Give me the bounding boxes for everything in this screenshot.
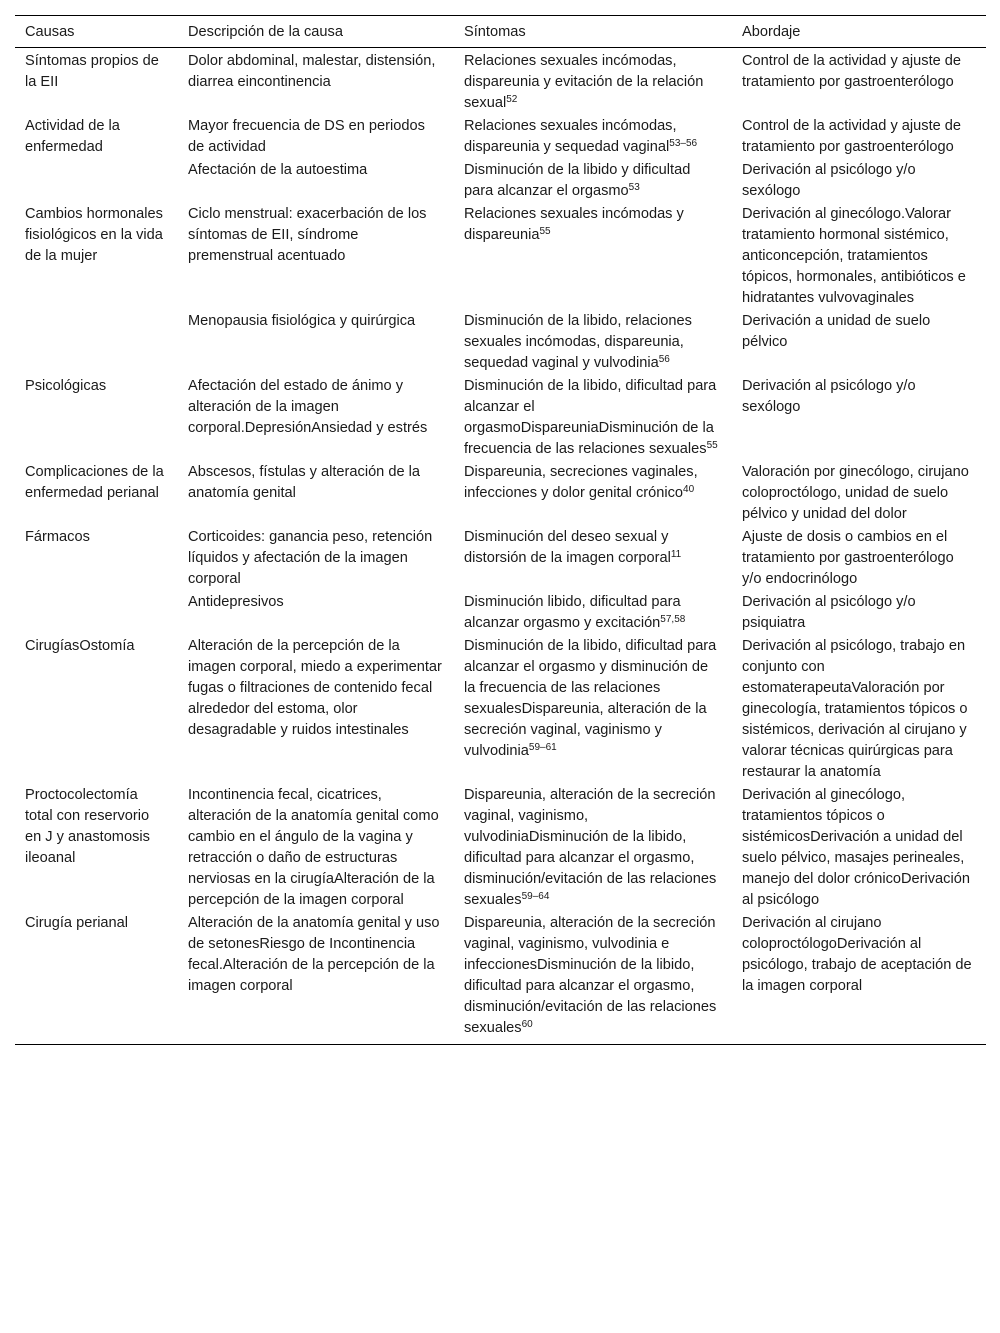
table-row [15, 526, 986, 591]
symptoms-cell-text: Disminución libido, dificultad para alcanzar orgasmo y excitación [464, 594, 681, 631]
description-cell-text: Antidepresivos [188, 594, 284, 610]
cause-cell-text: Cambios hormonales fisiológicos en la vida de la mujer [25, 206, 163, 264]
approach-cell [732, 912, 986, 1045]
description-cell [178, 461, 454, 526]
header-symptoms: Síntomas [454, 16, 732, 48]
description-cell [178, 526, 454, 591]
table-row [15, 203, 986, 310]
table-row [15, 159, 986, 203]
cause-cell [15, 375, 178, 461]
description-cell-text: Alteración de la anatomía genital y uso de setonesRiesgo de Incontinencia fecal.Alteración de la percepción de la imagen corporal [188, 915, 440, 994]
approach-cell [732, 48, 986, 116]
description-cell-text: Abscesos, fístulas y alteración de la anatomía genital [188, 464, 420, 501]
symptoms-cell [454, 310, 732, 375]
cause-cell-text: Psicológicas [25, 378, 107, 394]
symptoms-cell-text: Relaciones sexuales incómodas, dispareunia y evitación de la relación sexual [464, 53, 704, 111]
cause-cell-text: Complicaciones de la enfermedad perianal [25, 464, 164, 501]
description-cell-text: Corticoides: ganancia peso, retención líquidos y afectación de la imagen corporal [188, 529, 433, 587]
table-row [15, 912, 986, 1045]
cause-cell-text: Actividad de la enfermedad [25, 118, 120, 155]
approach-cell [732, 526, 986, 591]
description-cell-text: Dolor abdominal, malestar, distensión, diarrea eincontinencia [188, 53, 436, 90]
table-row [15, 310, 986, 375]
cause-cell [15, 635, 178, 784]
reference-superscript: 60 [521, 1019, 533, 1030]
approach-cell-text: Derivación al cirujano coloproctólogoDerivación al psicólogo, trabajo de aceptación de la imagen corporal [742, 915, 972, 994]
description-cell [178, 310, 454, 375]
header-row [15, 16, 986, 48]
table-row [15, 591, 986, 635]
table-row [15, 48, 986, 116]
description-cell-text: Ciclo menstrual: exacerbación de los síntomas de EII, síndrome premenstrual acentuado [188, 206, 427, 264]
symptoms-cell [454, 912, 732, 1045]
approach-cell [732, 159, 986, 203]
cause-cell [15, 784, 178, 912]
table-row [15, 375, 986, 461]
approach-cell-text: Derivación al ginecólogo, tratamientos tópicos o sistémicosDerivación a unidad del suelo pélvico, masajes perineales, manejo del dolor crónicoDerivación al psicólogo [742, 787, 970, 908]
header-description: Descripción de la causa [178, 16, 454, 48]
cause-cell [15, 526, 178, 591]
table-row [15, 115, 986, 159]
description-cell [178, 375, 454, 461]
table-header [15, 16, 986, 48]
description-cell [178, 591, 454, 635]
table-body [15, 48, 986, 1045]
approach-cell-text: Ajuste de dosis o cambios en el tratamiento por gastroenterólogo y/o endocrinólogo [742, 529, 954, 587]
reference-superscript: 11 [670, 549, 682, 560]
approach-cell-text: Derivación a unidad de suelo pélvico [742, 313, 931, 350]
table-row [15, 635, 986, 784]
approach-cell [732, 591, 986, 635]
symptoms-cell [454, 635, 732, 784]
reference-superscript: 53–56 [669, 138, 698, 149]
sexual-dysfunction-table [15, 15, 986, 1045]
cause-cell [15, 591, 178, 635]
cause-cell [15, 461, 178, 526]
approach-cell-text: Derivación al psicólogo, trabajo en conjunto con estomaterapeutaValoración por ginecología, tratamientos tópicos o sistémicos, derivación al cirujano y valorar técnicas quirúrgicas para restaurar la anatomía [742, 638, 968, 780]
symptoms-cell-text: Dispareunia, secreciones vaginales, infecciones y dolor genital crónico [464, 464, 698, 501]
description-cell [178, 635, 454, 784]
description-cell-text: Menopausia fisiológica y quirúrgica [188, 313, 416, 329]
header-approach: Abordaje [732, 16, 986, 48]
reference-superscript: 56 [658, 354, 670, 365]
approach-cell-text: Control de la actividad y ajuste de tratamiento por gastroenterólogo [742, 53, 962, 90]
approach-cell [732, 203, 986, 310]
symptoms-cell [454, 591, 732, 635]
symptoms-cell-text: Disminución de la libido y dificultad para alcanzar el orgasmo [464, 162, 691, 199]
approach-cell [732, 115, 986, 159]
description-cell [178, 115, 454, 159]
description-cell [178, 784, 454, 912]
reference-superscript: 53 [628, 182, 640, 193]
symptoms-cell-text: Disminución de la libido, dificultad para alcanzar el orgasmo y disminución de la frecuencia de las relaciones sexualesDispareunia, alteración de la secreción vaginal, vaginismo y vulvodinia [464, 638, 717, 759]
approach-cell [732, 635, 986, 784]
table-row [15, 461, 986, 526]
reference-superscript: 55 [539, 226, 551, 237]
symptoms-cell [454, 526, 732, 591]
approach-cell-text: Derivación al psicólogo y/o sexólogo [742, 378, 916, 415]
description-cell [178, 159, 454, 203]
table-row [15, 784, 986, 912]
symptoms-cell [454, 784, 732, 912]
symptoms-cell [454, 203, 732, 310]
reference-superscript: 52 [506, 94, 518, 105]
reference-superscript: 57,58 [660, 614, 686, 625]
description-cell-text: Afectación de la autoestima [188, 162, 368, 178]
symptoms-cell-text: Relaciones sexuales incómodas y dispareunia [464, 206, 684, 243]
description-cell-text: Incontinencia fecal, cicatrices, alteración de la anatomía genital como cambio en el ángulo de la vagina y retracción o daño de estructuras nerviosas en la cirugíaAlteración de la percepción de la imagen corporal [188, 787, 439, 908]
cause-cell [15, 115, 178, 159]
symptoms-cell [454, 461, 732, 526]
approach-cell-text: Valoración por ginecólogo, cirujano coloproctólogo, unidad de suelo pélvico y unidad del dolor [742, 464, 969, 522]
reference-superscript: 59–64 [521, 891, 550, 902]
symptoms-cell-text: Disminución del deseo sexual y distorsión de la imagen corporal [464, 529, 671, 566]
reference-superscript: 59–61 [528, 742, 557, 753]
description-cell-text: Mayor frecuencia de DS en periodos de actividad [188, 118, 425, 155]
cause-cell [15, 159, 178, 203]
symptoms-cell-text: Disminución de la libido, dificultad para alcanzar el orgasmoDispareuniaDisminución de la frecuencia de las relaciones sexuales [464, 378, 717, 457]
cause-cell-text: Cirugía perianal [25, 915, 129, 931]
description-cell-text: Alteración de la percepción de la imagen corporal, miedo a experimentar fugas o filtraciones de contenido fecal alrededor del estoma, olor desagradable y ruidos intestinales [188, 638, 442, 738]
symptoms-cell-text: Disminución de la libido, relaciones sexuales incómodas, dispareunia, sequedad vaginal y vulvodinia [464, 313, 692, 371]
description-cell-text: Afectación del estado de ánimo y alteración de la imagen corporal.DepresiónAnsiedad y estrés [188, 378, 428, 436]
cause-cell [15, 310, 178, 375]
symptoms-cell-text: Relaciones sexuales incómodas, dispareunia y sequedad vaginal [464, 118, 677, 155]
description-cell [178, 912, 454, 1045]
approach-cell-text: Control de la actividad y ajuste de tratamiento por gastroenterólogo [742, 118, 962, 155]
symptoms-cell-text: Dispareunia, alteración de la secreción vaginal, vaginismo, vulvodiniaDisminución de la libido, dificultad para alcanzar el orgasmo, disminución/evitación de las relaciones sexuales [464, 787, 717, 908]
symptoms-cell [454, 375, 732, 461]
cause-cell-text: Fármacos [25, 529, 90, 545]
cause-cell [15, 48, 178, 116]
symptoms-cell [454, 159, 732, 203]
approach-cell [732, 375, 986, 461]
approach-cell [732, 784, 986, 912]
symptoms-cell [454, 48, 732, 116]
approach-cell-text: Derivación al ginecólogo.Valorar tratamiento hormonal sistémico, anticoncepción, tratamientos tópicos, hormonales, antibióticos e hidratantes vulvovaginales [742, 206, 966, 306]
cause-cell-text: Proctocolectomía total con reservorio en J y anastomosis ileoanal [25, 787, 150, 866]
cause-cell-text: CirugíasOstomía [25, 638, 135, 654]
reference-superscript: 55 [706, 440, 718, 451]
header-causes: Causas [15, 16, 178, 48]
cause-cell [15, 203, 178, 310]
reference-superscript: 40 [683, 484, 695, 495]
approach-cell-text: Derivación al psicólogo y/o psiquiatra [742, 594, 916, 631]
description-cell [178, 203, 454, 310]
cause-cell [15, 912, 178, 1045]
symptoms-cell-text: Dispareunia, alteración de la secreción vaginal, vaginismo, vulvodinia e infeccionesDisminución de la libido, dificultad para alcanzar el orgasmo, disminución/evitación de las relaciones sexuales [464, 915, 717, 1036]
symptoms-cell [454, 115, 732, 159]
approach-cell-text: Derivación al psicólogo y/o sexólogo [742, 162, 916, 199]
approach-cell [732, 461, 986, 526]
description-cell [178, 48, 454, 116]
cause-cell-text: Síntomas propios de la EII [25, 53, 159, 90]
approach-cell [732, 310, 986, 375]
